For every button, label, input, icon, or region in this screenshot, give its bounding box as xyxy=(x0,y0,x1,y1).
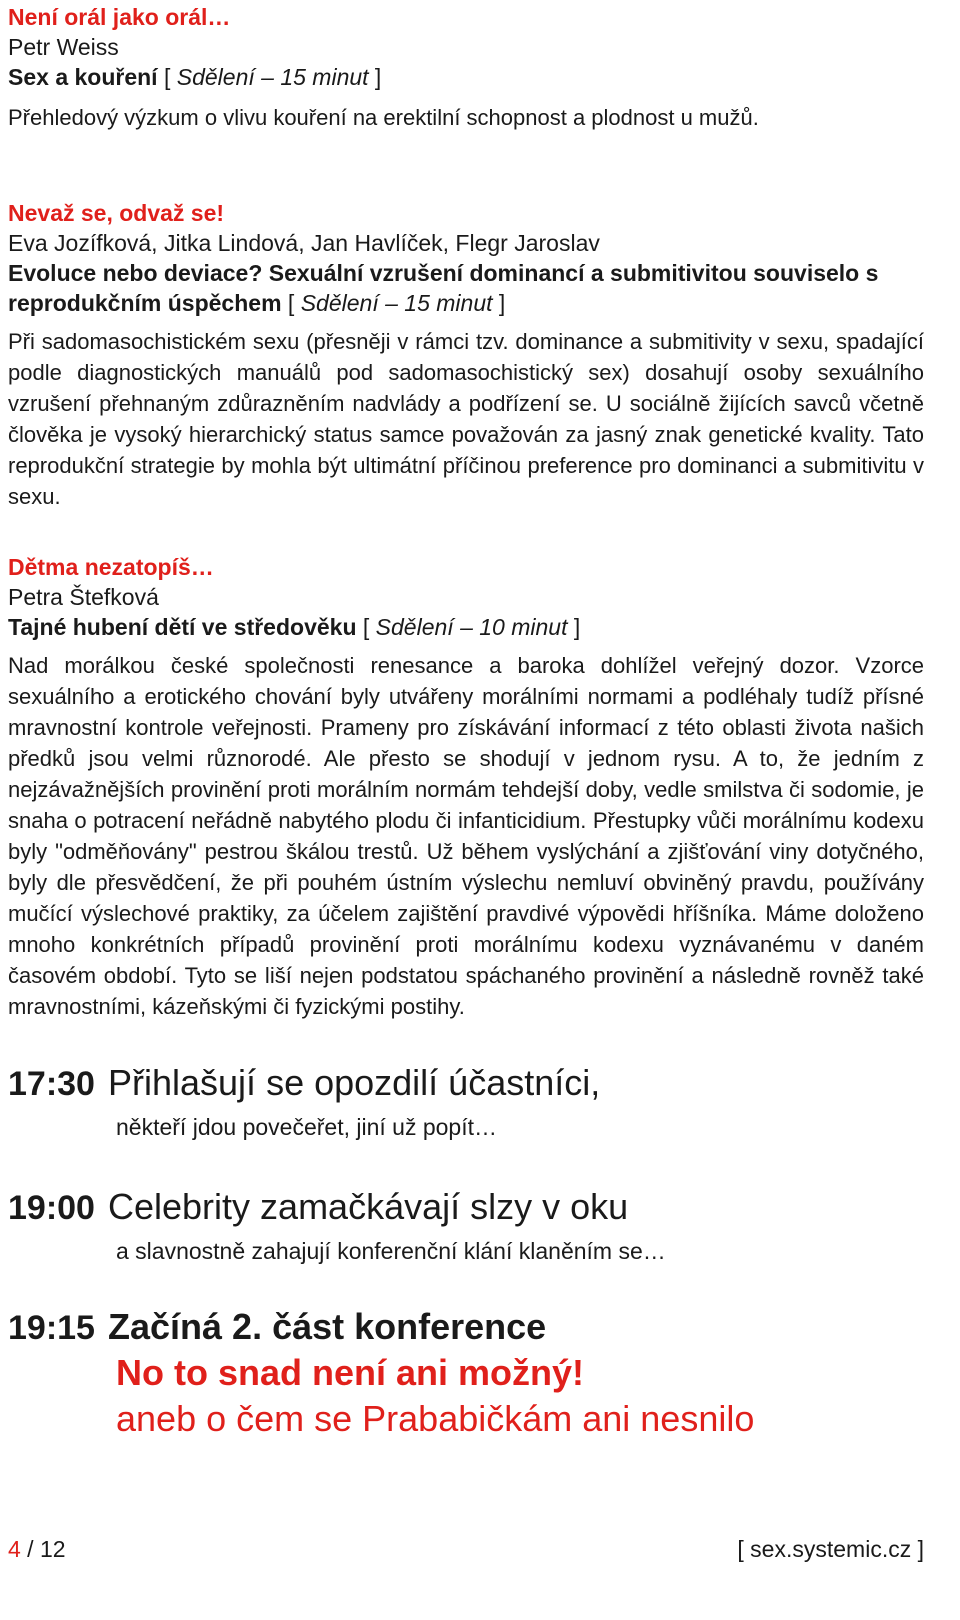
talk-meta: Sdělení – 15 minut xyxy=(300,290,493,316)
schedule-time: 19:00 xyxy=(8,1189,95,1227)
schedule-title: Přihlašují se opozdilí účastníci, xyxy=(108,1062,601,1103)
talk-1 xyxy=(8,2,924,133)
talk-2 xyxy=(8,198,924,512)
meta-bracket-open: [ xyxy=(157,64,177,90)
talk-meta: Sdělení – 10 minut xyxy=(375,614,568,640)
talk-title: Dětma nezatopíš… xyxy=(8,554,214,580)
talk-subtitle-line xyxy=(8,258,924,318)
talk-description: Přehledový výzkum o vlivu kouření na erektilní schopnost a plodnost u mužů. xyxy=(8,105,759,130)
meta-bracket-open: [ xyxy=(356,614,376,640)
talk-author: Eva Jozífková, Jitka Lindová, Jan Havlíček, Flegr Jaroslav xyxy=(8,230,600,256)
schedule-item-2 xyxy=(8,1186,924,1265)
talk-description: Při sadomasochistickém sexu (přesněji v rámci tzv. dominance a submitivity v sexu, spadající podle diagnostických manuálů pod sadomasochistický sex) dosahují osoby sexuálního vzrušení přehnaným zdůrazněním nadvlády a podřízení se. U sociálně žijících savců včetně člověka je vysoký hierarchický status samce považován za jasný znak genetické kvality. Tato reprodukční strategie by mohla být ultimátní příčinou preference pro dominanci a submitivitu v sexu. xyxy=(8,329,924,509)
talk-title: Nevaž se, odvaž se! xyxy=(8,200,225,226)
talk-subtitle-line xyxy=(8,612,924,642)
talk-description: Nad morálkou české společnosti renesance a baroka dohlížel veřejný dozor. Vzorce sexuálního a erotického chování byly utvářeny morálními normami a podléhaly tudíž přísné mravnostní kontrole veřejnosti. Prameny pro získávání informací z této oblasti života našich předků jsou velmi různorodé. Ale přesto se shodují v jednom rysu. A to, že jedním z nejzávažnějších provinění proti morálním normám tehdejší doby, vedle smilstva či sodomie, je snaha o potracení neřádně nabytého plodu či infanticidium. Přestupky vůči morálnímu kodexu byly "odměňovány" pestrou škálou trestů. Už během vyslýchání a zjišťování viny dotyčného, byly dle přesvědčení, že při pouhém ústním výslechu nemluví obviněný pravdu, používány mučící výslechové praktiky, za účelem zajištění pravdivé výpovědi hříšníka. Máme doloženo mnoho konkrétních případů provinění proti morálnímu kodexu vyznávanému v daném časovém období. Tyto se liší nejen podstatou spáchaného provinění a následně rovněž také mravnostními, kázeňskými či fyzickými postihy. xyxy=(8,653,924,1019)
schedule-row xyxy=(8,1062,924,1104)
schedule-item-1 xyxy=(8,1062,924,1141)
schedule-subtitle: někteří jdou povečeřet, jiní už popít… xyxy=(116,1114,497,1140)
page-total: / 12 xyxy=(20,1536,66,1562)
page-footer xyxy=(8,1536,924,1563)
page-number xyxy=(8,1536,66,1563)
schedule-item-3 xyxy=(8,1306,924,1440)
schedule-subtitle: a slavnostně zahajují konferenční klání klaněním se… xyxy=(116,1238,666,1264)
meta-bracket-close: ] xyxy=(368,64,382,90)
schedule-row xyxy=(8,1186,924,1228)
schedule-title: Celebrity zamačkávají slzy v oku xyxy=(108,1186,629,1227)
schedule-row xyxy=(8,1306,924,1348)
site-link[interactable]: [ sex.systemic.cz ] xyxy=(737,1536,924,1562)
meta-bracket-open: [ xyxy=(281,290,301,316)
schedule-title: Začíná 2. část konference xyxy=(108,1306,547,1347)
schedule-time: 19:15 xyxy=(8,1309,95,1347)
talk-subtitle-line xyxy=(8,62,924,92)
talk-meta: Sdělení – 15 minut xyxy=(176,64,369,90)
talk-subtitle: Tajné hubení dětí ve středověku xyxy=(8,614,357,640)
talk-3 xyxy=(8,552,924,1022)
meta-bracket-close: ] xyxy=(492,290,506,316)
schedule-tagline: aneb o čem se Prababičkám ani nesnilo xyxy=(116,1398,755,1439)
talk-author: Petra Štefková xyxy=(8,584,159,610)
schedule-time: 17:30 xyxy=(8,1065,95,1103)
talk-subtitle: Sex a kouření xyxy=(8,64,158,90)
meta-bracket-close: ] xyxy=(567,614,581,640)
talk-author: Petr Weiss xyxy=(8,34,119,60)
schedule-highlight: No to snad není ani možný! xyxy=(116,1352,585,1393)
talk-title: Není orál jako orál… xyxy=(8,4,231,30)
page-current: 4 xyxy=(8,1536,21,1562)
talk-subtitle: Evoluce nebo deviace? Sexuální vzrušení dominancí a submitivitou souviselo s reprodukčním úspěchem xyxy=(8,260,879,316)
